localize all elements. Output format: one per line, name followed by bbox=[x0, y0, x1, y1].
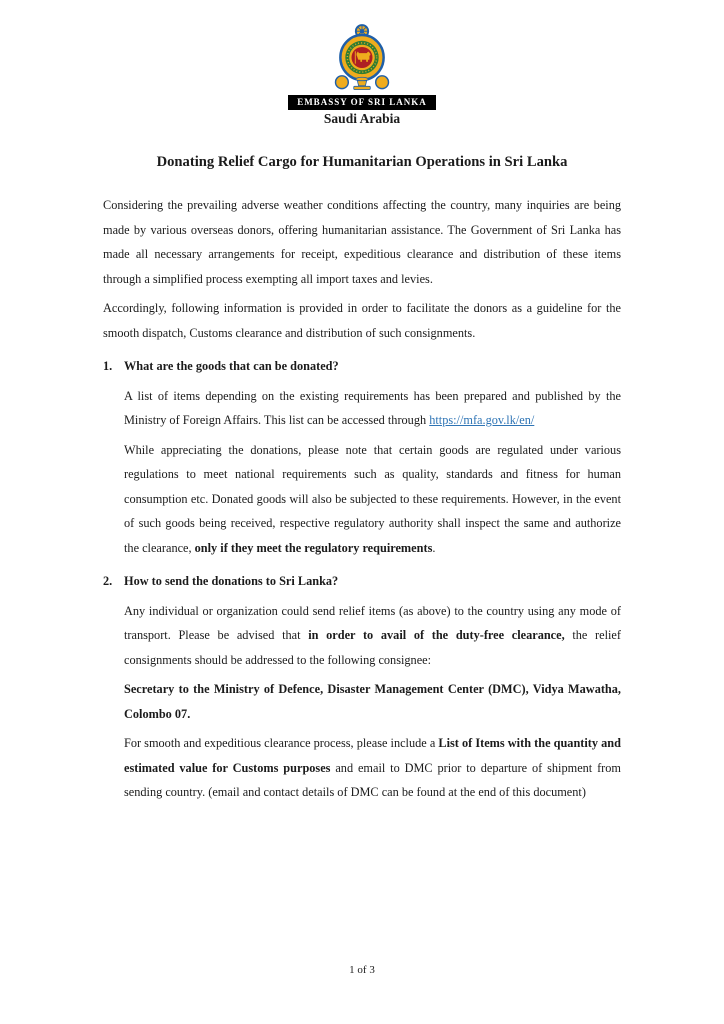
text-run: Secretary to the Ministry of Defence, Disaster Management Center (DMC), Vidya Mawatha, Colombo 07. bbox=[124, 682, 621, 721]
section-1-title: What are the goods that can be donated? bbox=[124, 359, 339, 373]
section-1-paragraph-2 bbox=[124, 438, 621, 561]
section-1-heading bbox=[103, 354, 621, 379]
section-2-body bbox=[124, 599, 621, 805]
text-run: . bbox=[432, 540, 436, 555]
section-2-paragraph-1 bbox=[124, 599, 621, 673]
embassy-banner: EMBASSY OF SRI LANKA bbox=[288, 95, 436, 110]
text-run: the relief consignments should be addressed to the following consignee: bbox=[124, 628, 621, 667]
intro-paragraph-2 bbox=[103, 296, 621, 345]
text-run: A list of items depending on the existing requirements has been prepared and published by the Ministry of Foreign Affairs. This list can be accessed through bbox=[124, 388, 621, 427]
section-2-consignee-paragraph bbox=[124, 677, 621, 726]
section-1-number: 1. bbox=[103, 359, 113, 373]
text-run: While appreciating the donations, please note that certain goods are regulated under various regulations to meet national requirements such as quality, standards and fitness for human consumption etc. Donated goods will also be subjected to these requirements. However, in the event of such goods being received, respective regulatory authority shall inspect the same and authorize the clearance, bbox=[124, 442, 621, 555]
embassy-letterhead bbox=[0, 0, 724, 127]
text-run: Considering the prevailing adverse weather conditions affecting the country, many inquiries are being made by various overseas donors, offering humanitarian assistance. The Government of Sri Lanka has made all necessary arrangements for receipt, expeditious clearance and distribution of these items through a simplified process exempting all import taxes and levies. bbox=[103, 198, 621, 286]
text-run: List of Items with the quantity and estimated value for Customs purposes bbox=[124, 736, 621, 775]
intro-paragraph-1 bbox=[103, 193, 621, 291]
section-2-heading bbox=[103, 569, 621, 594]
document-body bbox=[103, 193, 621, 805]
section-2-paragraph-3 bbox=[124, 731, 621, 805]
text-run: For smooth and expeditious clearance process, please include a bbox=[124, 736, 439, 750]
text-run: Any individual or organization could send relief items (as above) to the country using any mode of transport. Please be advised that bbox=[124, 603, 621, 642]
page-number: 1 of 3 bbox=[349, 964, 375, 976]
sri-lanka-emblem-icon bbox=[333, 24, 391, 92]
section-1-paragraph-1 bbox=[124, 384, 621, 433]
document-title: Donating Relief Cargo for Humanitarian Operations in Sri Lanka bbox=[156, 154, 568, 170]
text-run: only if they meet the regulatory requirements bbox=[194, 540, 433, 555]
text-run: Accordingly, following information is provided in order to facilitate the donors as a guideline for the smooth dispatch, Customs clearance and distribution of such consignments. bbox=[103, 301, 621, 340]
section-goods-to-donate bbox=[103, 354, 621, 560]
text-run: in order to avail of the duty-free clearance, bbox=[308, 628, 565, 642]
section-2-title: How to send the donations to Sri Lanka? bbox=[124, 574, 339, 588]
section-how-to-send bbox=[103, 569, 621, 805]
embassy-country: Saudi Arabia bbox=[323, 111, 401, 126]
text-run: and email to DMC prior to departure of shipment from sending country. (email and contact details of DMC can be found at the end of this document) bbox=[124, 760, 621, 799]
section-2-number: 2. bbox=[103, 574, 113, 588]
section-1-body bbox=[124, 384, 621, 561]
mfa-url-link[interactable]: https://mfa.gov.lk/en/ bbox=[429, 413, 535, 427]
